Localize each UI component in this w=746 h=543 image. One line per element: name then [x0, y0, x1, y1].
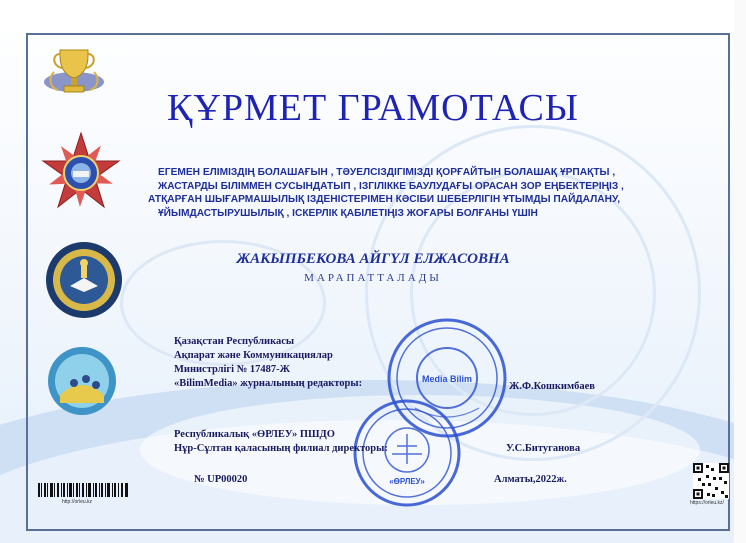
issuer1-line: Министрлігі № 17487-Ж [174, 364, 291, 375]
seal2-label: «ӨРЛЕУ» [389, 477, 425, 486]
motto-line: ЖАСТАРДЫ БІЛІММЕН СУСЫНДАТЫП , ІЗГІЛІККЕ БАУЛУДАҒЫ ОРАСАН ЗОР ЕҢБЕКТЕРІҢІЗ , [158, 180, 624, 192]
place-date: Алматы,2022ж. [494, 474, 567, 485]
qr-caption: https://orleu.kz/ [690, 500, 724, 506]
top-margin [0, 0, 746, 34]
signer-2-name: У.С.Битуганова [506, 443, 581, 454]
issuer-block-2 [174, 428, 388, 456]
certificate-number: № UP00020 [194, 474, 248, 485]
issuer1-line: Ақпарат және Коммуникациялар [174, 350, 333, 361]
motto-text [148, 166, 668, 220]
motto-line: ЕГЕМЕН ЕЛІМІЗДІҢ БОЛАШАҒЫН , ТӘУЕЛСІЗДІГІМІЗДІ ҚОРҒАЙТЫН БОЛАШАҚ ҰРПАҚТЫ , [158, 167, 616, 178]
issuer1-line: «BilimMedia» журналының редакторы: [174, 378, 363, 389]
motto-line: ҰЙЫМДАСТЫРУШЫЛЫҚ , ІСКЕРЛІК ҚАБІЛЕТІҢІЗ ЖОҒАРЫ БОЛҒАНЫ ҮШІН [158, 207, 538, 219]
recipient-name: ЖАКЫПБЕКОВА АЙГҮЛ ЕЛЖАСОВНА [236, 251, 510, 267]
qr-code-icon [693, 463, 729, 499]
issuer2-line: Нұр-Сұлтан қаласының филиал директоры: [174, 443, 388, 454]
seal1-label: Media Bilim [421, 374, 473, 384]
barcode-icon [38, 483, 129, 497]
issuer-block-1 [174, 335, 362, 391]
issuer2-line: Республикалық «ӨРЛЕУ» ПШДО [174, 429, 335, 440]
award-word: МАРАПАТТАЛАДЫ [304, 272, 442, 284]
star-order-medal-icon [40, 132, 122, 214]
motto-line: АТҚАРҒАН ШЫҒАРМАШЫЛЫҚ ІЗДЕНІСТЕРІМЕН КӘСІБИ ШЕБЕРЛІГІН ҰТЫМДЫ ПАЙДАЛАНУ, [148, 194, 621, 205]
graduates-emblem-icon [46, 345, 118, 417]
barcode-caption: http://orleu.kz [62, 499, 93, 505]
issuer1-line: Қазақстан Республикасы [174, 336, 295, 347]
signer-1-name: Ж.Ф.Кошкимбаев [509, 381, 595, 392]
certificate-title: ҚҰРМЕТ ГРАМОТАСЫ [167, 87, 579, 129]
